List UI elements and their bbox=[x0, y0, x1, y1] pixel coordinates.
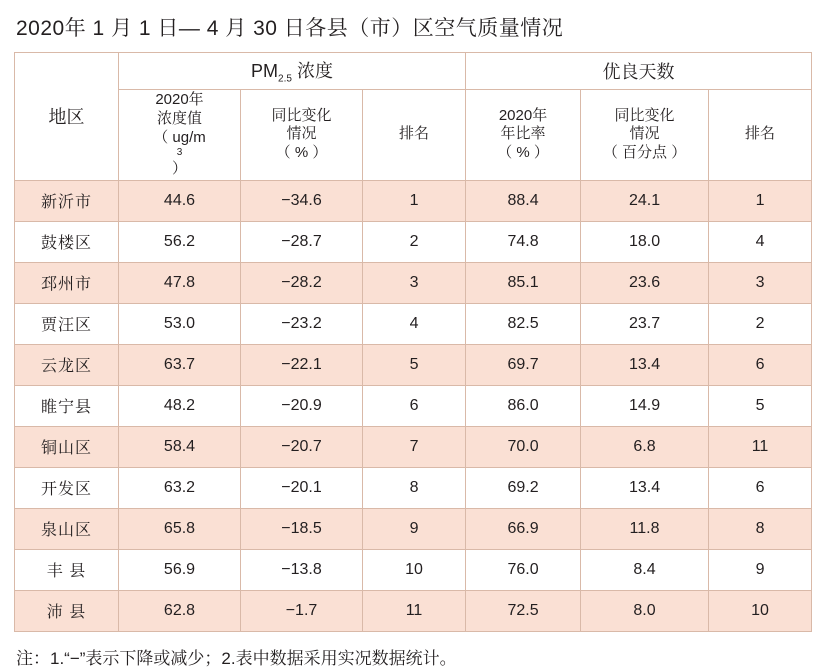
cell-pm25-rank: 11 bbox=[363, 590, 466, 631]
cell-pm25-rank: 2 bbox=[363, 221, 466, 262]
cell-pm25-value: 63.7 bbox=[119, 344, 241, 385]
col-header-days-rate bbox=[466, 90, 581, 181]
cell-days-rank: 6 bbox=[709, 467, 812, 508]
pm25-label-tail: 浓度 bbox=[291, 61, 333, 82]
cell-days-rate: 69.7 bbox=[466, 344, 581, 385]
table-row bbox=[15, 180, 812, 221]
cell-pm25-change: −20.7 bbox=[241, 426, 363, 467]
cell-pm25-value: 48.2 bbox=[119, 385, 241, 426]
table-row bbox=[15, 344, 812, 385]
pm25-unit-sup: 3 bbox=[176, 147, 183, 159]
table-row bbox=[15, 303, 812, 344]
days-rate-line2: 年比率 bbox=[500, 125, 546, 143]
cell-pm25-rank: 9 bbox=[363, 508, 466, 549]
cell-days-change: 13.4 bbox=[581, 344, 709, 385]
days-change-line2: 情况 bbox=[629, 125, 660, 143]
cell-days-rate: 72.5 bbox=[466, 590, 581, 631]
cell-region: 开发区 bbox=[15, 467, 119, 508]
pm25-change-line2: 情况 bbox=[286, 125, 317, 143]
table-row bbox=[15, 508, 812, 549]
cell-pm25-change: −28.7 bbox=[241, 221, 363, 262]
cell-days-rank: 3 bbox=[709, 262, 812, 303]
col-group-pm25 bbox=[119, 53, 466, 90]
cell-days-change: 13.4 bbox=[581, 467, 709, 508]
cell-days-rate: 88.4 bbox=[466, 180, 581, 221]
cell-days-change: 23.6 bbox=[581, 262, 709, 303]
cell-days-rate: 86.0 bbox=[466, 385, 581, 426]
col-header-pm25-value bbox=[119, 90, 241, 181]
cell-days-rate: 74.8 bbox=[466, 221, 581, 262]
cell-days-rank: 11 bbox=[709, 426, 812, 467]
cell-days-change: 8.0 bbox=[581, 590, 709, 631]
col-header-days-rank: 排名 bbox=[709, 90, 812, 181]
cell-days-rank: 1 bbox=[709, 180, 812, 221]
pm25-value-line1: 2020年 bbox=[155, 91, 204, 108]
pm25-label-main: PM bbox=[251, 61, 279, 82]
cell-region: 邳州市 bbox=[15, 262, 119, 303]
cell-pm25-rank: 10 bbox=[363, 549, 466, 590]
cell-pm25-value: 63.2 bbox=[119, 467, 241, 508]
cell-pm25-value: 44.6 bbox=[119, 180, 241, 221]
page-title: 2020年 1 月 1 日— 4 月 30 日各县（市）区空气质量情况 bbox=[16, 17, 564, 40]
pm25-unit-tail: ） bbox=[171, 159, 187, 177]
col-group-good-days: 优良天数 bbox=[466, 53, 812, 90]
cell-pm25-rank: 3 bbox=[363, 262, 466, 303]
table-row bbox=[15, 590, 812, 631]
cell-region: 丰 县 bbox=[15, 549, 119, 590]
pm25-unit-main: （ ug/m bbox=[153, 128, 206, 146]
cell-days-rank: 8 bbox=[709, 508, 812, 549]
cell-days-change: 23.7 bbox=[581, 303, 709, 344]
table-header-row-top bbox=[15, 53, 812, 90]
cell-region: 泉山区 bbox=[15, 508, 119, 549]
cell-days-change: 11.8 bbox=[581, 508, 709, 549]
cell-days-rank: 9 bbox=[709, 549, 812, 590]
cell-pm25-change: −20.1 bbox=[241, 467, 363, 508]
cell-days-rank: 4 bbox=[709, 221, 812, 262]
cell-region: 鼓楼区 bbox=[15, 221, 119, 262]
cell-pm25-value: 56.2 bbox=[119, 221, 241, 262]
table-row bbox=[15, 549, 812, 590]
cell-pm25-change: −1.7 bbox=[241, 590, 363, 631]
table-row bbox=[15, 426, 812, 467]
cell-region: 沛 县 bbox=[15, 590, 119, 631]
col-header-region: 地区 bbox=[15, 53, 119, 181]
cell-pm25-rank: 5 bbox=[363, 344, 466, 385]
cell-pm25-change: −20.9 bbox=[241, 385, 363, 426]
cell-days-rate: 66.9 bbox=[466, 508, 581, 549]
cell-pm25-value: 53.0 bbox=[119, 303, 241, 344]
col-header-pm25-rank: 排名 bbox=[363, 90, 466, 181]
pm25-value-line3 bbox=[120, 129, 239, 179]
cell-pm25-rank: 1 bbox=[363, 180, 466, 221]
cell-days-change: 8.4 bbox=[581, 549, 709, 590]
cell-pm25-rank: 4 bbox=[363, 303, 466, 344]
cell-days-change: 14.9 bbox=[581, 385, 709, 426]
cell-days-rate: 70.0 bbox=[466, 426, 581, 467]
cell-days-rate: 69.2 bbox=[466, 467, 581, 508]
pm25-label-sub: 2.5 bbox=[278, 73, 292, 85]
cell-region: 贾汪区 bbox=[15, 303, 119, 344]
days-rate-line1: 2020年 bbox=[498, 106, 548, 124]
pm25-change-line1: 同比变化 bbox=[271, 106, 332, 124]
days-change-line3: （ 百分点 ） bbox=[602, 144, 687, 162]
cell-region: 睢宁县 bbox=[15, 385, 119, 426]
cell-pm25-change: −18.5 bbox=[241, 508, 363, 549]
cell-pm25-change: −34.6 bbox=[241, 180, 363, 221]
col-header-pm25-change bbox=[241, 90, 363, 181]
cell-days-rate: 76.0 bbox=[466, 549, 581, 590]
cell-region: 云龙区 bbox=[15, 344, 119, 385]
cell-days-change: 24.1 bbox=[581, 180, 709, 221]
cell-pm25-change: −22.1 bbox=[241, 344, 363, 385]
cell-region: 新沂市 bbox=[15, 180, 119, 221]
cell-days-rate: 82.5 bbox=[466, 303, 581, 344]
cell-days-rank: 10 bbox=[709, 590, 812, 631]
table-header-row-sub bbox=[15, 90, 812, 181]
cell-pm25-change: −23.2 bbox=[241, 303, 363, 344]
cell-pm25-rank: 8 bbox=[363, 467, 466, 508]
cell-region: 铜山区 bbox=[15, 426, 119, 467]
table-row bbox=[15, 262, 812, 303]
cell-days-change: 18.0 bbox=[581, 221, 709, 262]
table-body bbox=[15, 180, 812, 631]
pm25-value-line2: 浓度值 bbox=[156, 109, 202, 127]
cell-days-rate: 85.1 bbox=[466, 262, 581, 303]
cell-days-rank: 2 bbox=[709, 303, 812, 344]
days-rate-line3: （ % ） bbox=[497, 144, 549, 162]
cell-pm25-value: 58.4 bbox=[119, 426, 241, 467]
table-header bbox=[15, 53, 812, 181]
cell-pm25-rank: 6 bbox=[363, 385, 466, 426]
cell-days-change: 6.8 bbox=[581, 426, 709, 467]
cell-pm25-value: 65.8 bbox=[119, 508, 241, 549]
col-header-days-change bbox=[581, 90, 709, 181]
cell-days-rank: 5 bbox=[709, 385, 812, 426]
cell-pm25-value: 56.9 bbox=[119, 549, 241, 590]
cell-pm25-value: 62.8 bbox=[119, 590, 241, 631]
cell-pm25-change: −28.2 bbox=[241, 262, 363, 303]
air-quality-table bbox=[14, 52, 812, 632]
table-row bbox=[15, 467, 812, 508]
table-note: 注：1.“−”表示下降或减少；2.表中数据采用实况数据统计。 bbox=[16, 648, 457, 668]
cell-days-rank: 6 bbox=[709, 344, 812, 385]
cell-pm25-value: 47.8 bbox=[119, 262, 241, 303]
days-change-line1: 同比变化 bbox=[614, 106, 675, 124]
table-row bbox=[15, 221, 812, 262]
table-row bbox=[15, 385, 812, 426]
cell-pm25-rank: 7 bbox=[363, 426, 466, 467]
cell-pm25-change: −13.8 bbox=[241, 549, 363, 590]
pm25-change-line3: （ % ） bbox=[275, 144, 328, 162]
